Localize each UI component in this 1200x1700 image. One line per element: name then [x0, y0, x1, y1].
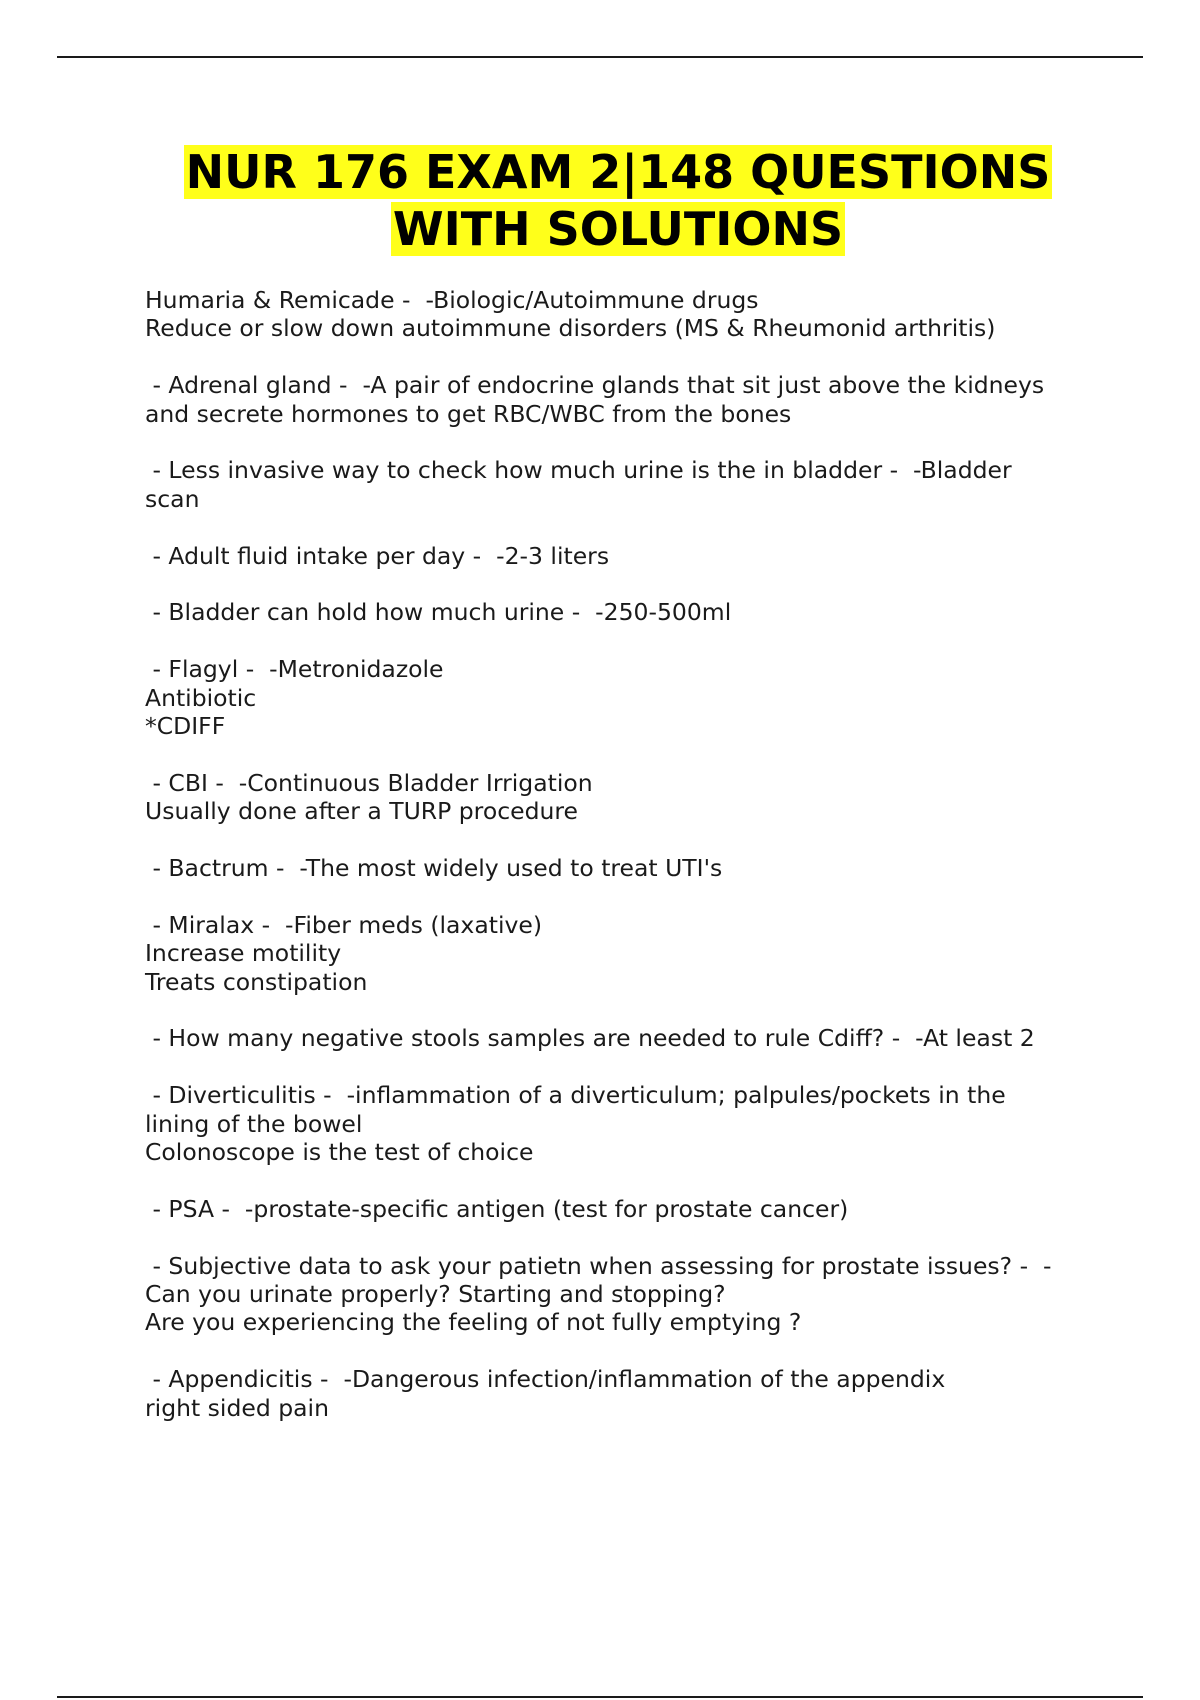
entry-line: Colonoscope is the test of choice: [145, 1138, 534, 1167]
entry-line: right sided pain: [145, 1393, 329, 1422]
entry-line: - Bactrum - -The most widely used to treat UTI's: [145, 854, 723, 883]
entry-line: lining of the bowel: [145, 1109, 363, 1138]
title-line-1: NUR 176 EXAM 2|148 QUESTIONS: [185, 145, 1051, 199]
qa-entry: [145, 911, 1085, 996]
qa-entry: [145, 854, 1085, 882]
entry-line: scan: [145, 484, 200, 513]
entry-line: - Adult fluid intake per day - -2-3 liters: [145, 541, 610, 570]
entry-line: Reduce or slow down autoimmune disorders (MS & Rheumonid arthritis): [145, 314, 996, 343]
entry-line: Antibiotic: [145, 683, 257, 712]
entry-line: - Subjective data to ask your patietn when assessing for prostate issues? - -: [145, 1251, 1052, 1280]
qa-list: [145, 286, 1085, 1450]
entry-line: - Appendicitis - -Dangerous infection/inflammation of the appendix: [145, 1365, 946, 1394]
qa-entry: [145, 1365, 1085, 1422]
entry-line: Humaria & Remicade - -Biologic/Autoimmune drugs: [145, 286, 759, 314]
page-title: [100, 144, 1136, 258]
entry-line: - Less invasive way to check how much urine is the in bladder - -Bladder: [145, 456, 1012, 485]
qa-entry: [145, 655, 1085, 740]
footer-rule: [57, 1696, 1143, 1698]
entry-line: - Miralax - -Fiber meds (laxative): [145, 910, 543, 939]
entry-line: - Adrenal gland - -A pair of endocrine glands that sit just above the kidneys: [145, 371, 1045, 400]
entry-line: - PSA - -prostate-specific antigen (test for prostate cancer): [145, 1194, 849, 1223]
qa-entry: [145, 769, 1085, 826]
qa-entry: [145, 1195, 1085, 1223]
header-rule: [57, 56, 1143, 58]
entry-line: *CDIFF: [145, 712, 226, 741]
entry-line: - Diverticulitis - -inflammation of a diverticulum; palpules/pockets in the: [145, 1081, 1006, 1110]
entry-line: Are you experiencing the feeling of not fully emptying ?: [145, 1308, 802, 1337]
qa-entry: [145, 286, 1085, 343]
entry-line: Treats constipation: [145, 967, 368, 996]
qa-entry: [145, 1252, 1085, 1337]
entry-line: Usually done after a TURP procedure: [145, 797, 578, 826]
entry-line: - Flagyl - -Metronidazole: [145, 655, 444, 684]
title-line-2: WITH SOLUTIONS: [392, 202, 844, 256]
entry-line: - Bladder can hold how much urine - -250-500ml: [145, 598, 732, 627]
entry-line: Increase motility: [145, 939, 342, 968]
entry-line: - How many negative stools samples are needed to rule Cdiff? - -At least 2: [145, 1024, 1035, 1053]
qa-entry: [145, 598, 1085, 626]
entry-line: Can you urinate properly? Starting and stopping?: [145, 1280, 726, 1309]
qa-entry: [145, 371, 1085, 428]
qa-entry: [145, 456, 1085, 513]
entry-line: and secrete hormones to get RBC/WBC from the bones: [145, 399, 792, 428]
qa-entry: [145, 542, 1085, 570]
qa-entry: [145, 1081, 1085, 1166]
qa-entry: [145, 1024, 1085, 1052]
entry-line: - CBI - -Continuous Bladder Irrigation: [145, 768, 593, 797]
